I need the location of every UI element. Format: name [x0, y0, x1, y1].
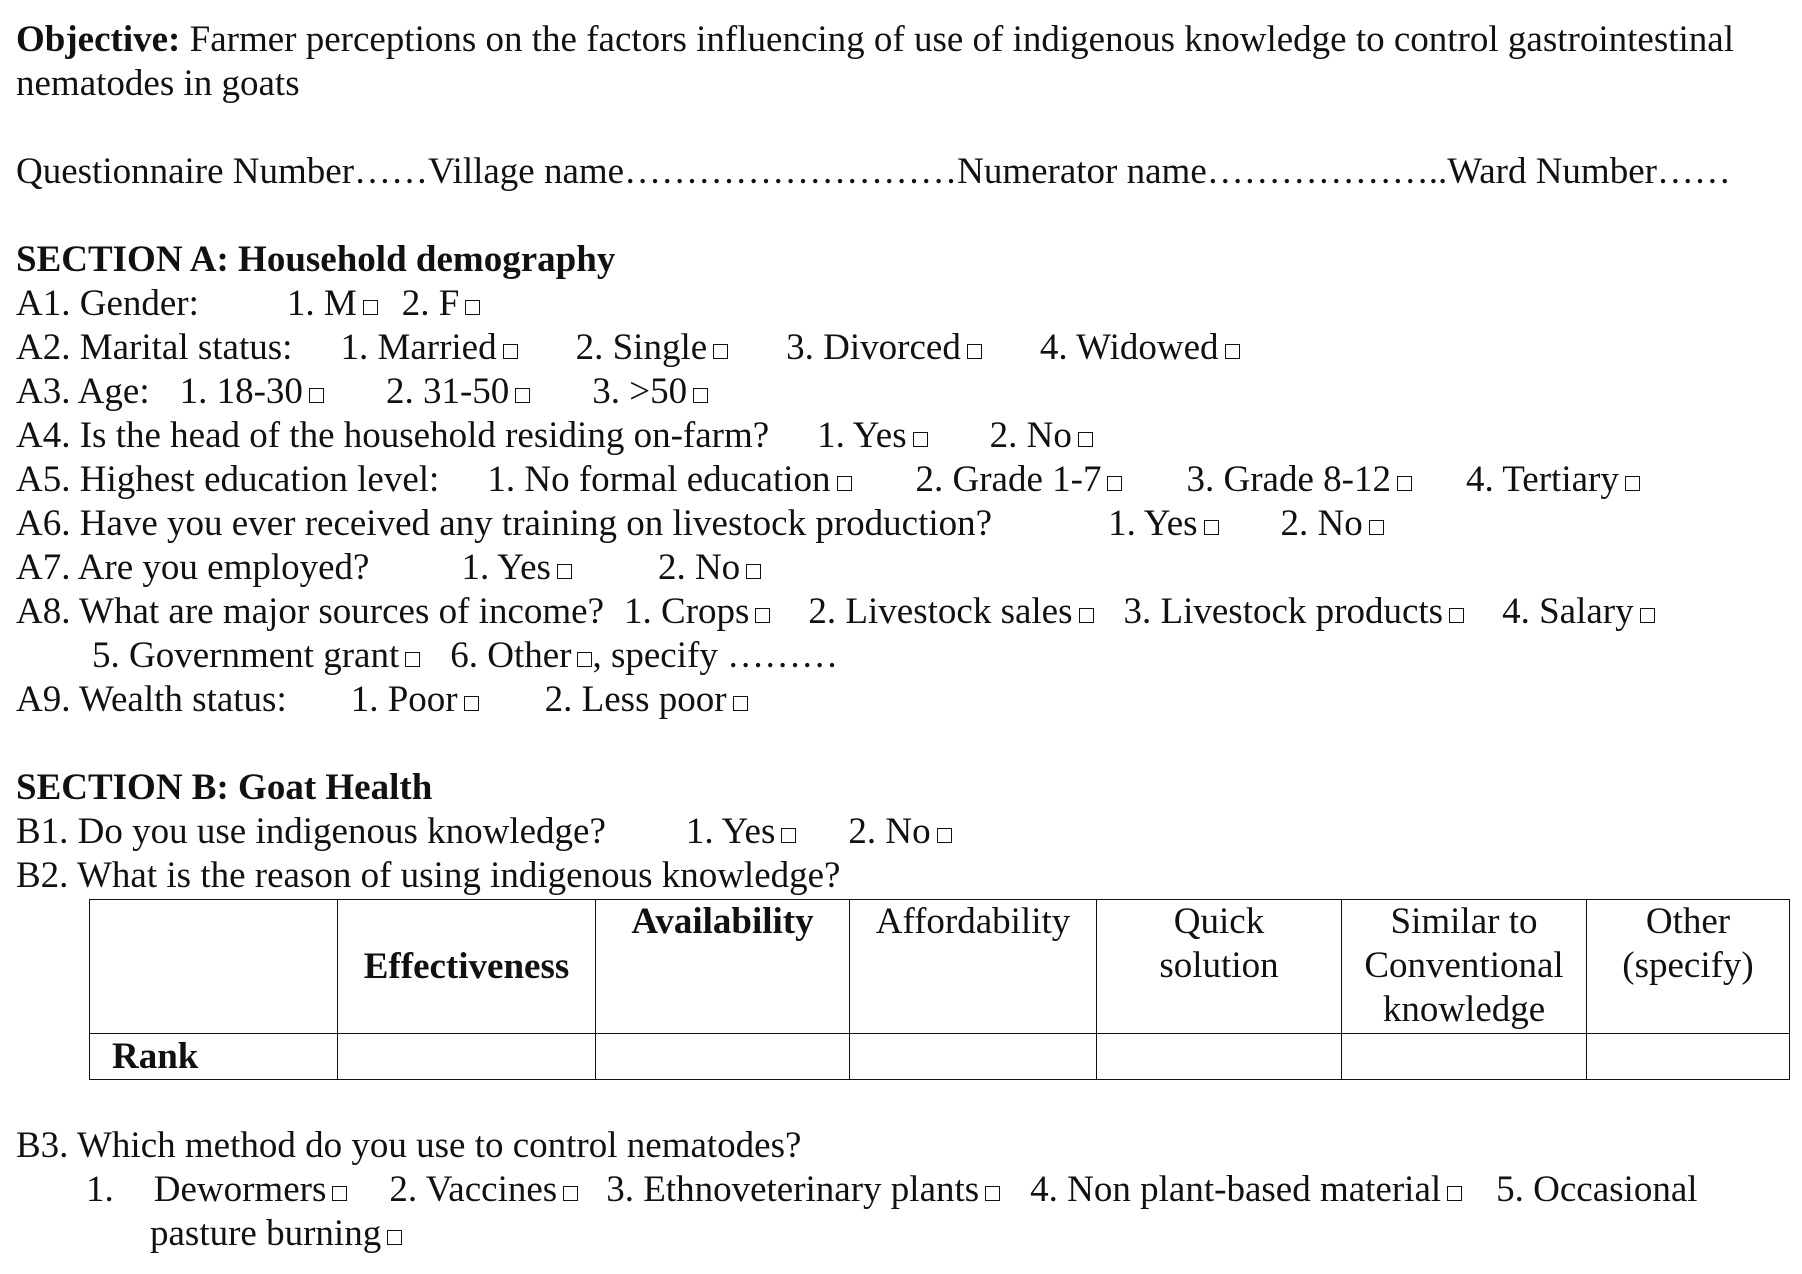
header-other-specify: Other (specify)	[1587, 900, 1790, 1034]
rank-cell-other[interactable]	[1587, 1034, 1790, 1080]
checkbox[interactable]	[755, 608, 770, 623]
option-label: 1. Married	[340, 327, 497, 368]
option-label: 5. Government grant	[92, 635, 400, 676]
checkbox[interactable]	[1447, 1186, 1462, 1201]
option-label: 2. Single	[575, 327, 708, 368]
option-label: 1. Yes	[817, 415, 907, 456]
rank-cell-similar[interactable]	[1342, 1034, 1587, 1080]
checkbox[interactable]	[781, 828, 796, 843]
question-a1	[16, 282, 480, 326]
header-similar-to-conventional: Similar to Conventional knowledge	[1342, 900, 1587, 1034]
header-availability: Availability	[596, 900, 850, 1034]
option-label: 1. Yes	[1108, 503, 1198, 544]
question-b2: B2. What is the reason of using indigenous knowledge?	[16, 855, 841, 896]
question-a3	[16, 370, 708, 414]
checkbox[interactable]	[1225, 344, 1240, 359]
option-label: 3. Grade 8-12	[1186, 459, 1391, 500]
option-label: 1. Poor	[350, 679, 458, 720]
checkbox[interactable]	[967, 344, 982, 359]
checkbox[interactable]	[1078, 432, 1093, 447]
question-a4	[16, 414, 1093, 458]
objective-line-1	[16, 18, 1734, 62]
list-number: 1.	[86, 1169, 114, 1210]
option-label: 2. Vaccines	[389, 1169, 558, 1210]
question-b1	[16, 810, 952, 854]
option-label: 2. No	[657, 547, 741, 588]
question-a9	[16, 678, 748, 722]
option-label: 2. Grade 1-7	[915, 459, 1102, 500]
question-a8-continued	[92, 634, 838, 678]
checkbox[interactable]	[309, 388, 324, 403]
question-a7	[16, 546, 761, 590]
checkbox[interactable]	[332, 1186, 347, 1201]
checkbox[interactable]	[405, 652, 420, 667]
header-effectiveness: Effectiveness	[338, 900, 596, 1034]
option-label: 3. Divorced	[786, 327, 961, 368]
checkbox[interactable]	[503, 344, 518, 359]
table-header-row	[90, 900, 1790, 1034]
question-text: A4. Is the head of the household residing on-farm?	[16, 415, 770, 456]
rank-cell-affordability[interactable]	[850, 1034, 1097, 1080]
checkbox[interactable]	[1369, 520, 1384, 535]
checkbox[interactable]	[937, 828, 952, 843]
checkbox[interactable]	[693, 388, 708, 403]
option-label: 2. 31-50	[385, 371, 510, 412]
question-text: A2. Marital status:	[16, 327, 293, 368]
question-text: A7. Are you employed?	[16, 547, 370, 588]
table-corner-cell	[90, 900, 338, 1034]
checkbox[interactable]	[837, 476, 852, 491]
question-text: A5. Highest education level:	[16, 459, 440, 500]
option-label: 1. M	[286, 283, 357, 324]
question-b3-options-continued	[150, 1212, 402, 1256]
rank-cell-effectiveness[interactable]	[338, 1034, 596, 1080]
checkbox[interactable]	[713, 344, 728, 359]
option-label: pasture burning	[150, 1213, 382, 1254]
option-label: 2. Less poor	[544, 679, 727, 720]
option-label: 2. F	[401, 283, 460, 324]
option-label: 1. Yes	[685, 811, 776, 852]
option-label: 6. Other	[450, 635, 572, 676]
question-a5	[16, 458, 1640, 502]
question-text: A9. Wealth status:	[16, 679, 287, 720]
checkbox[interactable]	[577, 652, 592, 667]
question-text: A8. What are major sources of income?	[16, 591, 605, 632]
checkbox[interactable]	[1625, 476, 1640, 491]
question-b3: B3. Which method do you use to control nematodes?	[16, 1125, 802, 1166]
rank-cell-quick-solution[interactable]	[1097, 1034, 1342, 1080]
option-label: 2. No	[989, 415, 1072, 456]
question-text: B1. Do you use indigenous knowledge?	[16, 811, 606, 852]
option-label: 4. Tertiary	[1465, 459, 1619, 500]
checkbox[interactable]	[1079, 608, 1094, 623]
option-label: 3. Livestock products	[1123, 591, 1444, 632]
checkbox[interactable]	[985, 1186, 1000, 1201]
checkbox[interactable]	[515, 388, 530, 403]
question-b3-options	[86, 1168, 1698, 1212]
option-label: 1. Yes	[461, 547, 551, 588]
checkbox[interactable]	[746, 564, 761, 579]
specify-field[interactable]: , specify ………	[592, 635, 839, 676]
reason-rank-table	[89, 899, 1790, 1080]
question-text: A1. Gender:	[16, 283, 199, 324]
option-label: 1. 18-30	[179, 371, 303, 412]
checkbox[interactable]	[363, 300, 378, 315]
section-a-title: SECTION A: Household demography	[16, 239, 616, 280]
row-label-rank: Rank	[90, 1034, 338, 1080]
header-fields[interactable]: Questionnaire Number……Village name………………………Numerator name………………..Ward Number……	[16, 151, 1731, 192]
option-label: 2. No	[1280, 503, 1363, 544]
option-label: 4. Salary	[1502, 591, 1634, 632]
option-label: Dewormers	[153, 1169, 327, 1210]
checkbox[interactable]	[1449, 608, 1464, 623]
option-label: 5. Occasional	[1496, 1169, 1698, 1210]
option-label: 1. Crops	[624, 591, 750, 632]
table-row	[90, 1034, 1790, 1080]
checkbox[interactable]	[465, 300, 480, 315]
question-a8	[16, 590, 1655, 634]
checkbox[interactable]	[1107, 476, 1122, 491]
option-label: 2. No	[848, 811, 931, 852]
checkbox[interactable]	[464, 696, 479, 711]
checkbox[interactable]	[563, 1186, 578, 1201]
objective-text: Farmer perceptions on the factors influencing of use of indigenous knowledge to control gastrointestinal	[189, 19, 1734, 60]
objective-label: Objective:	[16, 19, 181, 60]
checkbox[interactable]	[1397, 476, 1412, 491]
option-label: 2. Livestock sales	[808, 591, 1073, 632]
section-b-title: SECTION B: Goat Health	[16, 767, 433, 808]
option-label: 4. Non plant-based material	[1030, 1169, 1442, 1210]
question-text: A6. Have you ever received any training on livestock production?	[16, 503, 993, 544]
rank-cell-availability[interactable]	[596, 1034, 850, 1080]
question-a2	[16, 326, 1240, 370]
objective-line-2: nematodes in goats	[16, 63, 300, 104]
checkbox[interactable]	[733, 696, 748, 711]
option-label: 4. Widowed	[1039, 327, 1219, 368]
checkbox[interactable]	[1640, 608, 1655, 623]
header-quick-solution: Quick solution	[1097, 900, 1342, 1034]
question-a6	[16, 502, 1384, 546]
question-text: A3. Age:	[16, 371, 150, 412]
header-affordability: Affordability	[850, 900, 1097, 1034]
checkbox[interactable]	[1204, 520, 1219, 535]
option-label: 3. >50	[592, 371, 688, 412]
option-label: 1. No formal education	[487, 459, 831, 500]
checkbox[interactable]	[913, 432, 928, 447]
checkbox[interactable]	[557, 564, 572, 579]
option-label: 3. Ethnoveterinary plants	[606, 1169, 980, 1210]
checkbox[interactable]	[387, 1230, 402, 1245]
